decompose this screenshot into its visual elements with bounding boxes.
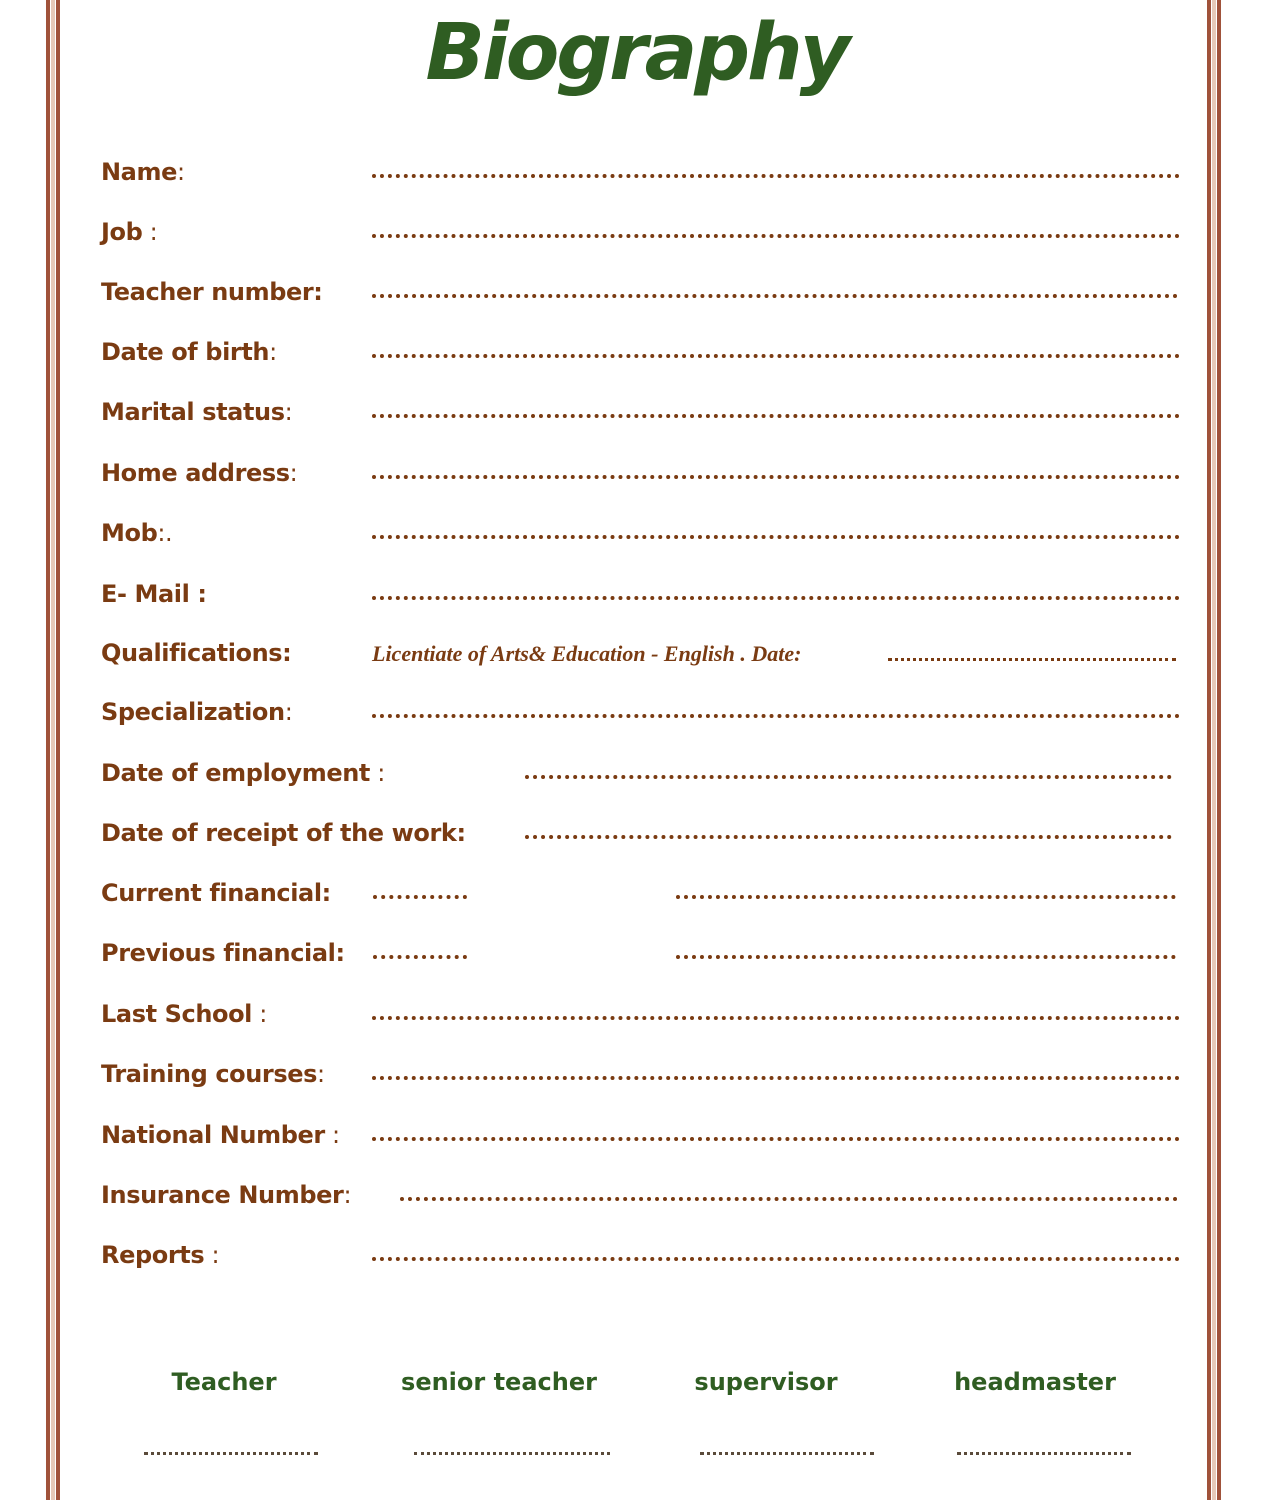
fill-in-line[interactable] [372, 590, 1180, 600]
field-row-home-address [0, 459, 1273, 499]
qualification-text: Licentiate of Arts& Education - English . Date: [372, 641, 802, 666]
signature-line-senior-teacher[interactable] [414, 1446, 610, 1455]
fill-in-line[interactable] [372, 228, 1180, 238]
field-label: Marital status: [101, 398, 293, 426]
fill-in-line[interactable] [372, 708, 1180, 718]
fill-in-line[interactable] [372, 168, 1180, 178]
fill-in-line-short[interactable] [373, 889, 467, 899]
field-label: Insurance Number: [101, 1181, 352, 1209]
fill-in-line[interactable] [372, 348, 1180, 358]
signature-line-teacher[interactable] [144, 1446, 318, 1455]
fill-in-line[interactable] [676, 889, 1176, 899]
page-title: Biography [425, 8, 848, 98]
field-row-mob [0, 519, 1273, 559]
field-label: Mob:. [101, 519, 173, 547]
fill-in-line-short[interactable] [373, 949, 467, 959]
field-label: Name: [101, 158, 185, 186]
field-label: Teacher number: [101, 278, 323, 306]
field-label: Current financial: [101, 879, 331, 907]
field-row-reports [0, 1241, 1273, 1281]
field-row-date-of-receipt [0, 819, 1273, 859]
field-label: Date of receipt of the work: [101, 819, 466, 847]
field-row-insurance-number [0, 1181, 1273, 1221]
fill-in-line[interactable] [372, 1131, 1180, 1141]
signature-label-supervisor: supervisor [694, 1368, 838, 1396]
field-label: E- Mail : [101, 580, 207, 608]
field-label: Training courses: [101, 1060, 325, 1088]
field-label: Specialization: [101, 698, 293, 726]
field-row-previous-financial [0, 939, 1273, 979]
signature-label-headmaster: headmaster [954, 1368, 1116, 1396]
field-label: Date of employment : [101, 759, 385, 787]
field-label: Date of birth: [101, 338, 277, 366]
field-row-name [0, 158, 1273, 198]
field-row-national-number [0, 1121, 1273, 1161]
signature-line-headmaster[interactable] [957, 1446, 1131, 1455]
signature-label-senior-teacher: senior teacher [401, 1368, 597, 1396]
field-row-date-of-employment [0, 759, 1273, 799]
signature-label-teacher: Teacher [171, 1368, 277, 1396]
fill-in-line[interactable] [372, 408, 1180, 418]
fill-in-line[interactable] [372, 1070, 1180, 1080]
field-label: Qualifications: [101, 639, 292, 667]
signature-line-supervisor[interactable] [700, 1446, 874, 1455]
field-label: Reports : [101, 1241, 220, 1269]
field-row-email [0, 580, 1273, 620]
field-row-date-of-birth [0, 338, 1273, 378]
fill-in-line[interactable] [372, 529, 1180, 539]
field-label: National Number : [101, 1121, 340, 1149]
fill-in-line[interactable] [676, 949, 1176, 959]
fill-in-line[interactable] [525, 769, 1172, 779]
field-row-marital-status [0, 398, 1273, 438]
field-row-training-courses [0, 1060, 1273, 1100]
field-row-teacher-number [0, 278, 1273, 318]
field-row-current-financial [0, 879, 1273, 919]
field-label: Previous financial: [101, 939, 345, 967]
field-label: Home address: [101, 459, 298, 487]
fill-in-line[interactable] [372, 1010, 1180, 1020]
field-row-specialization [0, 698, 1273, 738]
fill-in-line[interactable] [525, 829, 1172, 839]
field-row-qualifications [0, 639, 1273, 679]
field-row-last-school [0, 1000, 1273, 1040]
field-row-job [0, 218, 1273, 258]
fill-in-line[interactable] [372, 1251, 1180, 1261]
field-label: Last School : [101, 1000, 267, 1028]
fill-in-line[interactable] [372, 469, 1180, 479]
field-label: Job : [101, 218, 158, 246]
fill-in-line[interactable] [372, 288, 1178, 298]
fill-in-line[interactable] [400, 1191, 1178, 1201]
fill-in-line[interactable] [888, 652, 1176, 661]
